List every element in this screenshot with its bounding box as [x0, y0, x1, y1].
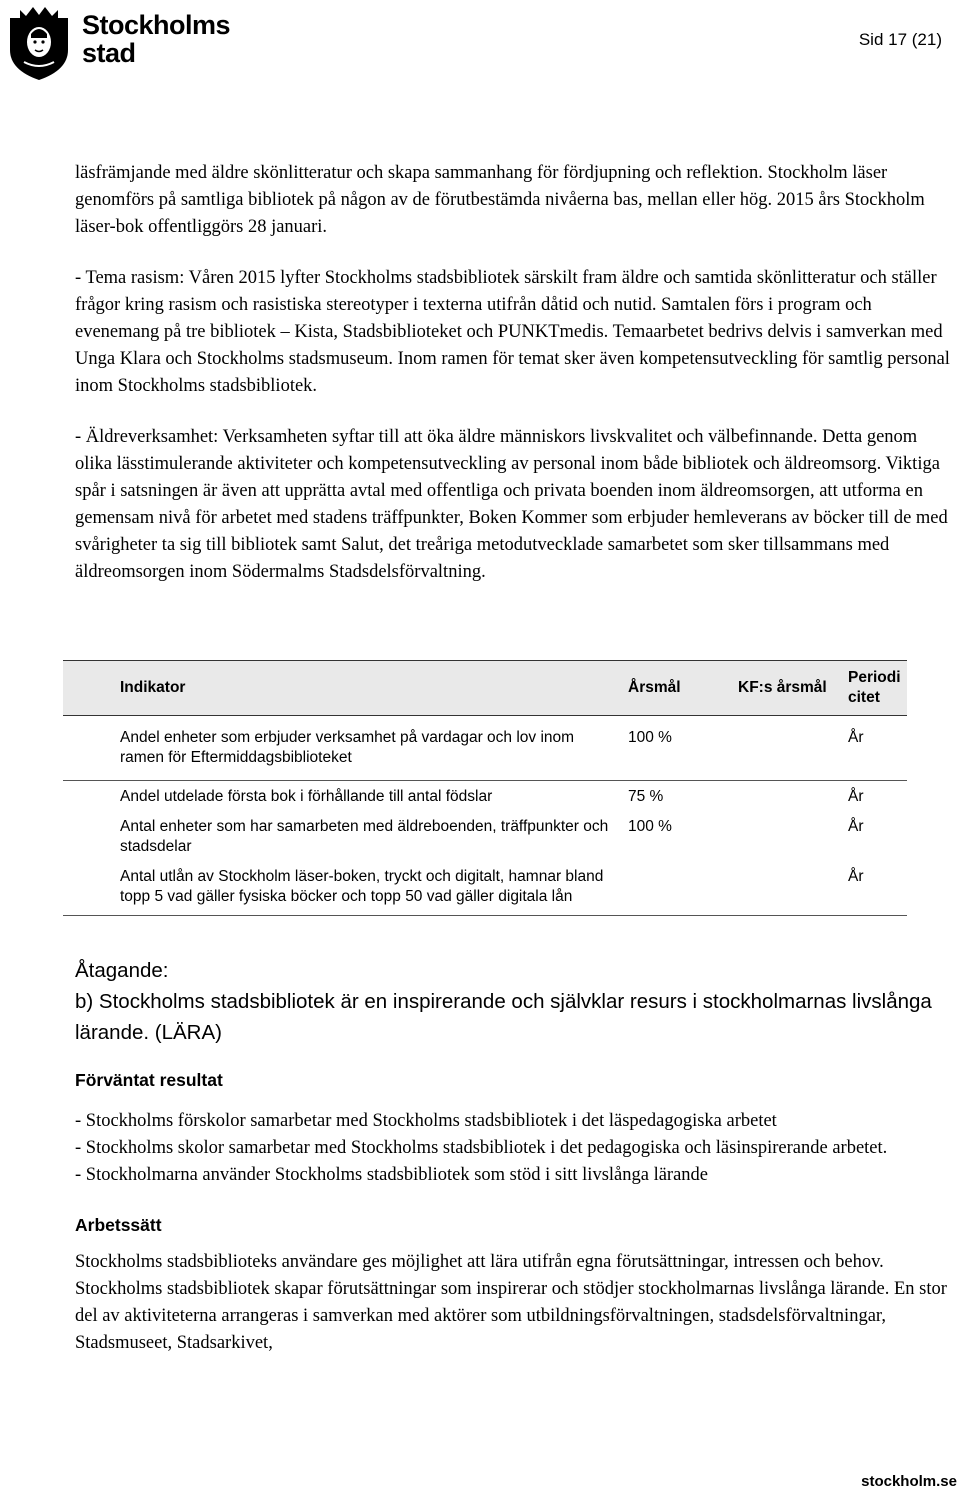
cell-indikator: Antal enheter som har samarbeten med äldreboenden, träffpunkter och stadsdelar: [120, 818, 609, 855]
table-row: [63, 716, 907, 781]
expected-item: - Stockholmarna använder Stockholms stadsbibliotek som stöd i sitt livslånga lärande: [75, 1165, 709, 1185]
expected-result-heading: Förväntat resultat: [75, 1070, 223, 1090]
cell-kf: [738, 716, 848, 781]
paragraph-aldreverksamhet: - Äldreverksamhet: Verksamheten syftar till att öka äldre människors livskvalitet och välbefinnande. Detta genom olika lässtimulerande aktiviteter och kompetensutveckling av personal inom både bibliotek och äldreomsorg. Viktiga spår i satsningen är även att upprätta avtal med offentliga och privata boenden inom äldreomsorgen, att utforma en gemensam nivå för arbetet med stadens träffpunkter, Boken Kommer som erbjuder hemleverans av böcker till de med svårigheter ta sig till bibliotek samt Salut, det treåriga metodutvecklade samarbetet som sker tillsammans med äldreomsorgen inom Södermalms Stadsdelsförvaltning.: [75, 427, 948, 582]
commitment-section: [75, 955, 960, 1048]
footer-url: stockholm.se: [861, 1473, 957, 1490]
cell-indikator: Antal utlån av Stockholm läser-boken, tryckt och digitalt, hamnar bland topp 5 vad gäller fysiska böcker och topp 50 vad gäller digitala lån: [63, 867, 628, 916]
page-number: Sid 17 (21): [858, 30, 942, 49]
results-section: [75, 1068, 955, 1357]
indicator-table: [63, 660, 907, 916]
cell-kf: [738, 867, 848, 916]
table-row: [63, 781, 907, 818]
header-periodicitet: Periodicitet: [848, 661, 907, 716]
cell-periodicitet: År: [848, 781, 907, 818]
expected-item: - Stockholms skolor samarbetar med Stockholms stadsbibliotek i det pedagogiska och läsinspirerande arbetet.: [75, 1138, 888, 1158]
paragraph-stockholm-laser: läsfrämjande med äldre skönlitteratur och skapa sammanhang för fördjupning och reflektion. Stockholm läser genomförs på samtliga bibliotek på någon av de förutbestämda nivåerna bas, mellan eller hög. 2015 års Stockholm läser-bok offentliggörs 28 januari.: [75, 163, 925, 237]
logo-text-line2: stad: [82, 38, 136, 68]
cell-arsmal: 100 %: [628, 818, 672, 835]
cell-kf: [738, 817, 848, 867]
expected-item: - Stockholms förskolor samarbetar med Stockholms stadsbibliotek i det läspedagogiska arbetet: [75, 1111, 777, 1131]
cell-periodicitet: År: [848, 729, 864, 746]
cell-periodicitet: År: [848, 818, 864, 835]
stockholms-stad-logo: [6, 4, 246, 82]
cell-arsmal: 100 %: [628, 729, 672, 746]
cell-kf: [738, 781, 848, 818]
cell-arsmal: 75 %: [628, 781, 738, 818]
cell-indikator: Andel utdelade första bok i förhållande till antal födslar: [63, 781, 628, 818]
logo-text-line1: Stockholms: [82, 10, 231, 40]
table-header-row: [63, 661, 907, 716]
body-text: [75, 160, 955, 586]
table-row: [63, 817, 907, 867]
paragraph-tema-rasism: - Tema rasism: Våren 2015 lyfter Stockholms stadsbibliotek särskilt fram äldre och samtida skönlitteratur och ställer frågor kring rasism och rasistiska stereotyper i texterna utifrån dåtid och nutid. Samtalen förs i program och evenemang på tre bibliotek – Kista, Stadsbiblioteket och PUNKTmedis. Temaarbetet bedrivs delvis i samverkan med Unga Klara och Stockholms stadsmuseum. Inom ramen för temat sker även kompetensutveckling för samtlig personal inom Stockholms stadsbibliotek.: [75, 268, 950, 396]
crest-icon: [6, 4, 72, 82]
header-kf-arsmal: KF:s årsmål: [738, 661, 848, 716]
cell-indikator: Andel enheter som erbjuder verksamhet på vardagar och lov inom ramen för Eftermiddagsbiblioteket: [120, 729, 575, 766]
table-row: [63, 867, 907, 916]
header-arsmal: Årsmål: [628, 661, 738, 716]
commitment-title: Åtagande:: [75, 959, 169, 982]
cell-periodicitet: År: [848, 867, 907, 916]
commitment-text: b) Stockholms stadsbibliotek är en inspirerande och självklar resurs i stockholmarnas livslånga lärande. (LÄRA): [75, 990, 932, 1044]
header-indikator: Indikator: [63, 661, 628, 716]
method-heading: Arbetssätt: [75, 1215, 162, 1235]
method-text: Stockholms stadsbiblioteks användare ges möjlighet att lära utifrån egna förutsättningar, intressen och behov. Stockholms stadsbibliotek skapar förutsättningar som inspirerar och stödjer stockholmarnas livslånga lärande. En stor del av aktiviteterna arrangeras i samverkan med aktörer som utbildningsförvaltningen, stadsdelsförvaltningar, Stadsmuseet, Stadsarkivet,: [75, 1252, 947, 1353]
cell-arsmal: [628, 867, 738, 916]
